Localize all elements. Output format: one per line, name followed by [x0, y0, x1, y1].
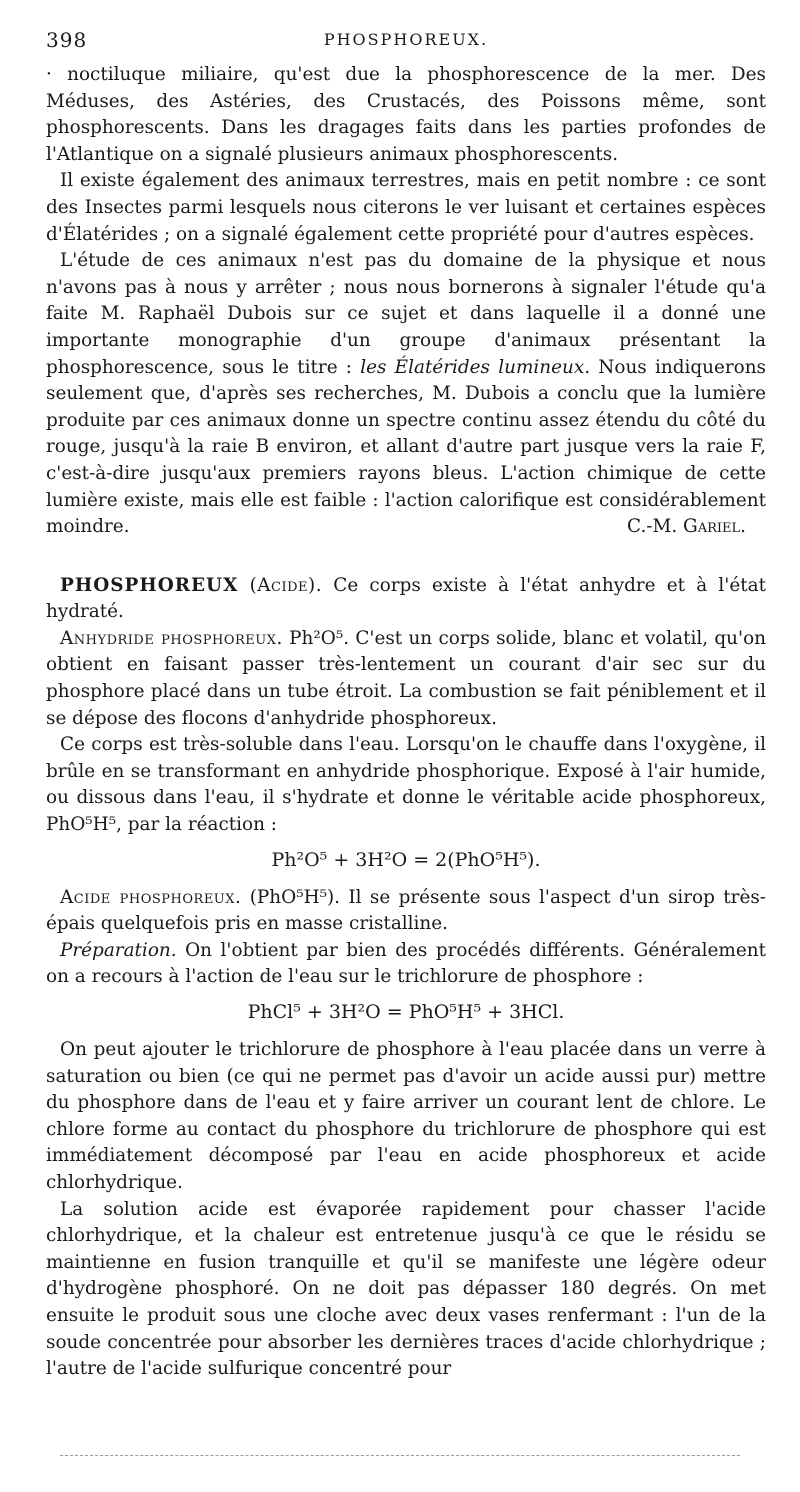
bottom-dashed-rule: [60, 1455, 740, 1456]
running-title: PHOSPHOREUX.: [323, 30, 489, 49]
paragraph-dubois-study: [46, 248, 766, 541]
dubois-text-start: L'étude de ces animaux n'est pas du domaine de la physique et nous n'avons pas à nous y arrêter ; nous nous bornerons à signaler l'étude qu'a faite M. Raphaël Dubois sur ce sujet et dans laquelle il a donné une importante monographie d'un groupe d'animaux présentant la phosphorescence, sous le titre :: [46, 250, 766, 378]
page-number: 398: [46, 28, 88, 52]
paragraph-acide: [46, 885, 766, 938]
formula-trichloride: PhCl⁵ + 3H²O = PhO⁵H⁵ + 3HCl.: [247, 1001, 565, 1023]
anhydride-label: Anhydride phosphoreux.: [60, 627, 283, 649]
paragraph-anhydride: [46, 626, 766, 732]
formula-hydration: Ph²O⁵ + 3H²O = 2(PhO⁵H⁵).: [271, 848, 541, 871]
paragraph-solution: La solution acide est évaporée rapidement pour chasser l'acide chlorhydrique, et la chaleur est entretenue jusqu'à ce que le résidu se maintienne en fusion tranquille et qu'il se manifeste une légère odeur d'hydrogène phosphoré. On ne doit pas dépasser 180 degrés. On met ensuite le produit sous une cloche avec deux vases renfermant : l'un de la soude concentrée pour absorber les dernières traces d'acide chlorhydrique ; l'autre de l'acide sulfurique concentré pour: [46, 1198, 766, 1380]
entry-head-word: PHOSPHOREUX: [60, 574, 239, 596]
entry-intro-text: Ce corps existe à l'état anhydre et à l'état hydraté.: [46, 574, 766, 623]
entry-heading-paragraph: [46, 573, 766, 626]
paragraph-terrestrial-animals: Il existe également des animaux terrestres, mais en petit nombre : ce sont des Insectes parmi lesquels nous citerons le ver luisant et certaines espèces d'Élatérides ; on a signalé également cette propriété pour d'autres espèces.: [46, 170, 766, 245]
anhydride-text: Ph²O⁵. C'est un corps solide, blanc et volatil, qu'on obtient en faisant passer très-lentement un courant d'air sec sur du phosphore placé dans un tube étroit. La combustion se fait péniblement et il se dépose des flocons d'anhydride phosphoreux.: [46, 627, 767, 729]
section-spacer: [46, 541, 766, 573]
preparation-text: On l'obtient par bien des procédés différents. Généralement on a recours à l'action de l'eau sur le trichlorure de phosphore :: [46, 939, 766, 988]
paragraph-solubility: Ce corps est très-soluble dans l'eau. Lorsqu'on le chauffe dans l'oxygène, il brûle en se transformant en anhydride phosphorique. Exposé à l'air humide, ou dissous dans l'eau, il s'hydrate et donne le véritable acide phosphoreux, PhO⁵H⁵, par la réaction :: [46, 734, 766, 836]
book-title-elaterides: les Élatérides lumineux.: [360, 356, 591, 378]
preparation-label: Préparation.: [60, 939, 177, 961]
dubois-text-end: Nous indiquerons seulement que, d'après ses recherches, M. Dubois a conclu que la lumière produite par ces animaux donne un spectre continu assez étendu du côté du rouge, jusqu'à la raie B environ, et allant d'autre part jusque vers la raie F, c'est-à-dire jusqu'aux premiers rayons bleus. L'action chimique de cette lumière existe, mais elle est faible : l'action calorifique est considérablement moindre.: [46, 356, 766, 538]
book-page: [46, 28, 766, 1383]
acide-label: Acide phosphoreux.: [60, 886, 242, 908]
paragraph-preparation: [46, 938, 766, 991]
paragraph-trichlorure: On peut ajouter le trichlorure de phosphore à l'eau placée dans un verre à saturation ou bien (ce qui ne permet pas d'avoir un acide aussi pur) mettre du phosphore dans de l'eau et y faire arriver un courant lent de chlore. Le chlore forme au contact du phosphore du trichlorure de phosphore qui est immédiatement décomposé par l'eau en acide phosphoreux et acide chlorhydrique.: [46, 1039, 766, 1193]
acide-text: (PhO⁵H⁵). Il se présente sous l'aspect d'un sirop très-épais quelquefois pris en masse cristalline.: [46, 886, 766, 935]
author-signature: C.-M. Gariel.: [627, 516, 746, 538]
paragraph-marine-phosphorescence: · noctiluque miliaire, qu'est due la phosphorescence de la mer. Des Méduses, des Astéries, des Crustacés, des Poissons même, sont phosphorescents. Dans les dragages faits dans les parties profondes de l'Atlantique on a signalé plusieurs animaux phosphorescents.: [46, 64, 766, 165]
page-header: [46, 28, 766, 62]
entry-qualifier: (Acide).: [249, 574, 323, 596]
